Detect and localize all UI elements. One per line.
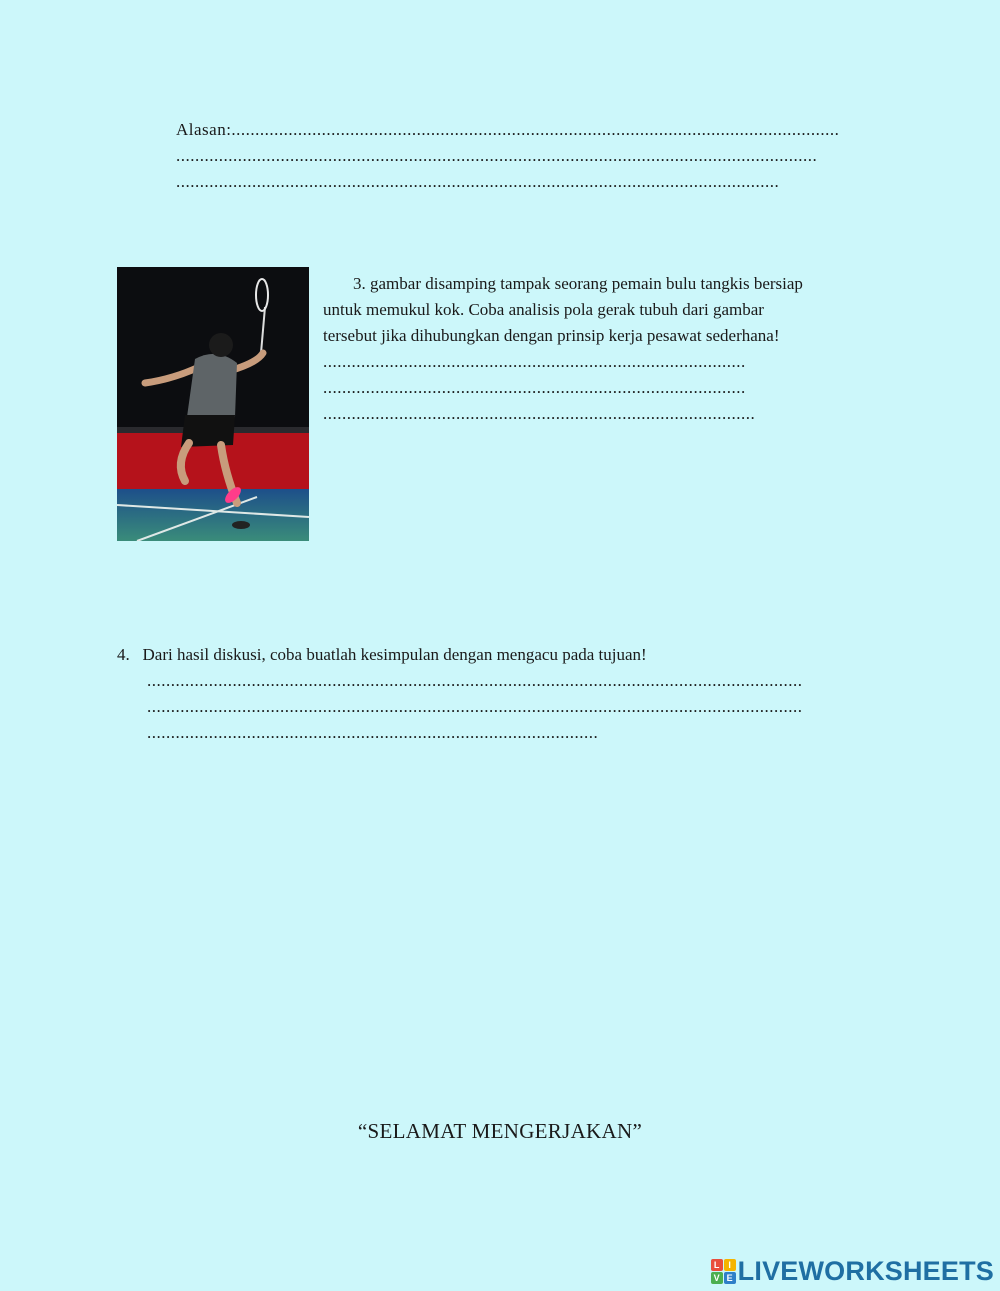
logo-letter-i: I: [724, 1259, 736, 1271]
question-3-text: 3. gambar disamping tampak seorang pemain bulu tangkis bersiap: [353, 274, 803, 293]
alasan-answer-line[interactable]: .......................................................................................................................................: [176, 146, 818, 165]
question-3-answer-line[interactable]: .........................................................................................: [323, 352, 746, 371]
alasan-label-line: Alasan:................................................................................................................................: [176, 120, 840, 139]
badminton-player-illustration: [117, 267, 309, 541]
question-4-answer-line[interactable]: ..........................................................................................................................................: [147, 671, 803, 690]
liveworksheets-logo: [711, 1257, 994, 1285]
logo-letter-v: V: [711, 1272, 723, 1284]
logo-text: LIVEWORKSHEETS: [737, 1255, 994, 1286]
question-4-number: 4.: [117, 645, 130, 664]
closing-message: “SELAMAT MENGERJAKAN”: [357, 1119, 643, 1143]
question-4-prompt-row: [117, 642, 882, 668]
question-4-answer-line[interactable]: ..........................................................................................................................................: [147, 697, 803, 716]
alasan-block: [176, 117, 882, 195]
logo-letter-e: E: [724, 1272, 736, 1284]
question-3-answer-line[interactable]: .........................................................................................: [323, 378, 746, 397]
logo-letter-l: L: [711, 1259, 723, 1271]
question-3-text: tersebut jika dihubungkan dengan prinsip kerja pesawat sederhana!: [323, 326, 780, 345]
alasan-answer-line[interactable]: ...............................................................................................................................: [176, 172, 780, 191]
question-3-text: untuk memukul kok. Coba analisis pola gerak tubuh dari gambar: [323, 300, 764, 319]
live-logo-icon: [711, 1259, 736, 1284]
question-3-answer-line[interactable]: ...........................................................................................: [323, 404, 756, 423]
question-4: [117, 642, 882, 746]
question-3: [323, 271, 883, 427]
question-4-answer-line[interactable]: ...............................................................................................: [147, 723, 599, 742]
question-4-prompt: Dari hasil diskusi, coba buatlah kesimpulan dengan mengacu pada tujuan!: [142, 645, 647, 664]
badminton-player-photo: [117, 267, 309, 541]
